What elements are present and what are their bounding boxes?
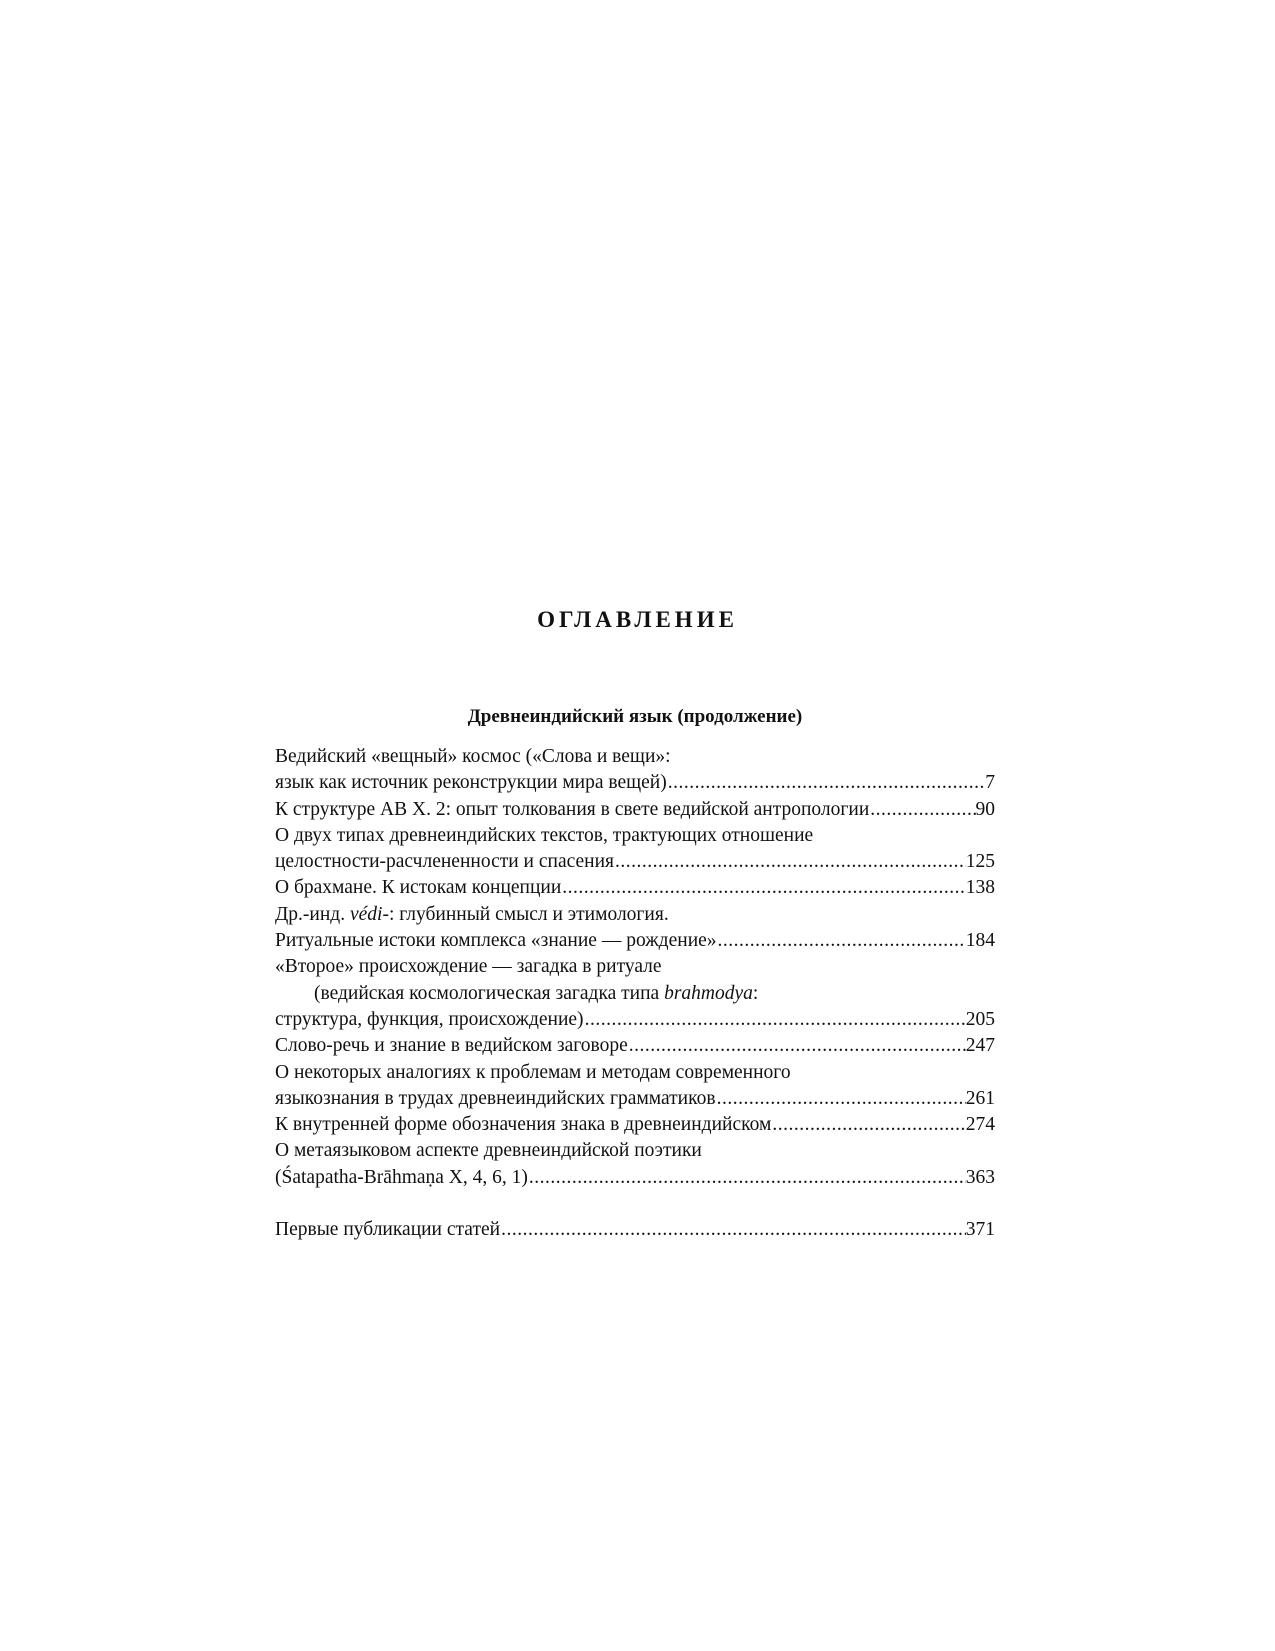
toc-entry-title-line: К структуре АВ X. 2: опыт толкования в свете ведийской антропологии	[275, 798, 870, 820]
toc-entry-leader-line	[275, 1217, 995, 1243]
toc-entry-title-line: «Второе» происхождение — загадка в ритуале	[275, 956, 662, 978]
title-italic-term: brahmodya	[664, 982, 753, 1004]
toc-page-number: 7	[985, 772, 995, 794]
toc-page-number: 184	[965, 930, 995, 952]
toc-page-number: 205	[965, 1008, 995, 1030]
title-text: (ведийская космологическая загадка типа	[314, 982, 665, 1004]
toc-entry-title-line: О метаязыковом аспекте древнеиндийской поэтики	[275, 1140, 702, 1162]
toc-entry[interactable]	[275, 1060, 995, 1113]
toc-entry-title-line: Слово-речь и знание в ведийском заговоре	[275, 1035, 628, 1057]
toc-entry[interactable]	[275, 823, 995, 876]
toc-entry-title-line: язык как источник реконструкции мира вещей)	[275, 772, 667, 794]
toc-entry-title-line: О некоторых аналогиях к проблемам и методам современного	[275, 1061, 791, 1083]
toc-entry-title-line: О двух типах древнеиндийских текстов, трактующих отношение	[275, 824, 814, 846]
section-heading: Древнеиндийский язык (продолжение)	[467, 706, 803, 727]
toc-page-number: 90	[975, 798, 995, 820]
dot-leader	[561, 875, 965, 901]
dot-leader	[500, 1217, 966, 1243]
toc-entry-title-line: структура, функция, происхождение)	[275, 1008, 584, 1030]
toc-page-number: 125	[965, 851, 995, 873]
toc-entry-title-line: Ведийский «вещный» космос («Слова и вещи»:	[275, 746, 671, 767]
dot-leader	[528, 1165, 966, 1191]
toc-entry-title-line: языкознания в трудах древнеиндийских грамматиков	[275, 1087, 716, 1109]
title-italic-term: védi	[349, 903, 383, 925]
toc-entry-leader-line	[275, 1086, 995, 1112]
dot-leader	[869, 797, 975, 823]
toc-entry-leader-line	[275, 1165, 995, 1191]
toc-entry-leader-line	[275, 875, 995, 901]
table-of-contents	[275, 744, 995, 1243]
title-text: Др.-инд.	[275, 903, 350, 925]
toc-entry-leader-line	[275, 849, 995, 875]
toc-entry-title-line: О брахмане. К истокам концепции	[275, 877, 562, 899]
toc-entry-title-line	[275, 902, 995, 928]
toc-page-number: 363	[965, 1166, 995, 1188]
dot-leader	[614, 849, 966, 875]
toc-entry-leader-line	[275, 1112, 995, 1138]
toc-entry-title-line	[275, 981, 995, 1007]
toc-entry-title-line: целостности-расчлененности и спасения	[275, 851, 615, 873]
toc-entry[interactable]	[275, 1138, 995, 1191]
dot-leader	[628, 1033, 966, 1059]
toc-entry[interactable]	[275, 875, 995, 901]
dot-leader	[717, 928, 966, 954]
toc-entry-leader-line	[275, 797, 995, 823]
toc-entry-title-line: Первые публикации статей	[275, 1219, 501, 1241]
toc-page-number: 247	[965, 1035, 995, 1057]
toc-entry[interactable]	[275, 1217, 995, 1243]
dot-leader	[584, 1007, 966, 1033]
toc-entry-title-line: (Śatapatha-Brāhmaṇa X, 4, 6, 1)	[275, 1166, 528, 1188]
spacer	[275, 1191, 995, 1217]
toc-entry-leader-line	[275, 1033, 995, 1059]
toc-entry-leader-line	[275, 928, 995, 954]
dot-leader	[716, 1086, 966, 1112]
toc-entry[interactable]	[275, 1112, 995, 1138]
toc-page-number: 371	[965, 1219, 995, 1241]
page-title: ОГЛАВЛЕНИЕ	[537, 607, 738, 632]
toc-entry[interactable]	[275, 744, 995, 797]
toc-page-number: 138	[965, 877, 995, 899]
toc-entry-leader-line	[275, 770, 995, 796]
toc-entry-title-line: К внутренней форме обозначения знака в древнеиндийском	[275, 1114, 772, 1136]
toc-entry[interactable]	[275, 797, 995, 823]
toc-entry[interactable]	[275, 954, 995, 1033]
dot-leader	[667, 770, 986, 796]
title-text: -: глубинный смысл и этимология.	[382, 903, 669, 925]
title-text: :	[752, 982, 759, 1004]
toc-entry-title-line: Ритуальные истоки комплекса «знание — рождение»	[275, 930, 717, 952]
toc-page-number: 274	[965, 1114, 995, 1136]
toc-entry[interactable]	[275, 902, 995, 955]
toc-page-number: 261	[965, 1087, 995, 1109]
toc-entry-leader-line	[275, 1007, 995, 1033]
dot-leader	[771, 1112, 965, 1138]
toc-entry[interactable]	[275, 1033, 995, 1059]
